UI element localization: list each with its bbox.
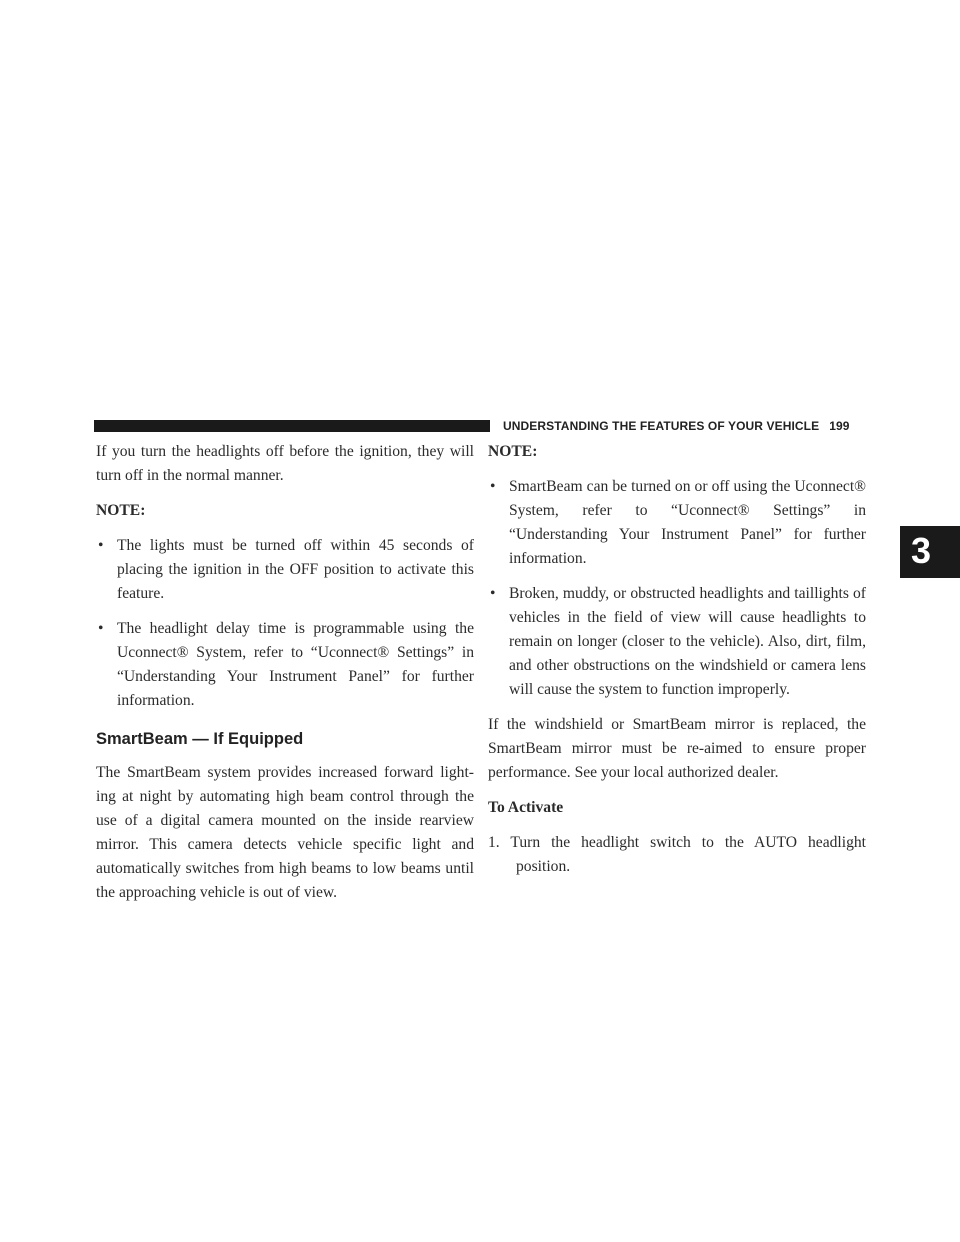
mirror-paragraph: If the windshield or SmartBeam mirror is replaced, the SmartBeam mirror must be re-aimed to ensure proper performance. See your local authorized dealer. [488, 716, 866, 781]
bullet-icon: • [490, 585, 496, 602]
section-body: The SmartBeam system provides increased forward light- ing at night by automating high beam control through the use of a digital camera mounted on the inside rearview mirror. This camera detects vehicle specific light and automatically switches from high beams to low beams until the approaching vehicle is out of view. [96, 764, 474, 901]
bullet-icon: • [98, 620, 104, 637]
subheading: To Activate [488, 799, 564, 816]
bullet-text: Broken, muddy, or obstructed headlights and taillights of vehicles in the field of view will cause headlights to remain on longer (closer to the vehicle). Also, dirt, film, and other obstructions on the windshield or camera lens will cause the system to function improperly. [509, 585, 866, 698]
list-item [96, 617, 474, 713]
list-item [96, 534, 474, 606]
list-item [488, 475, 866, 571]
bullet-text: The headlight delay time is programmable using the Uconnect® System, refer to “Uconnect® Settings” in “Understanding Your Instrument Panel” for further information. [117, 620, 474, 709]
running-header [503, 419, 850, 433]
numbered-step: 1. Turn the headlight switch to the AUTO headlight position. [488, 834, 866, 875]
header-rule [94, 420, 490, 432]
chapter-tab [900, 526, 960, 578]
page-number: 199 [829, 419, 850, 433]
bullet-icon: • [490, 478, 496, 495]
bullet-text: SmartBeam can be turned on or off using the Uconnect® System, refer to “Uconnect® Settings” in “Understanding Your Instrument Panel” for further information. [509, 478, 866, 567]
note-label: NOTE: [96, 502, 146, 519]
note-label: NOTE: [488, 443, 538, 460]
left-column [96, 440, 474, 916]
bullet-text: The lights must be turned off within 45 seconds of placing the ignition in the OFF position to activate this feature. [117, 537, 474, 602]
section-heading: SmartBeam — If Equipped [96, 730, 304, 748]
header-title: UNDERSTANDING THE FEATURES OF YOUR VEHICLE [503, 419, 820, 433]
chapter-number: 3 [911, 530, 932, 571]
bullet-icon: • [98, 537, 104, 554]
list-item [488, 582, 866, 702]
right-column [488, 440, 866, 890]
intro-paragraph: If you turn the headlights off before the ignition, they will turn off in the normal manner. [96, 443, 474, 484]
